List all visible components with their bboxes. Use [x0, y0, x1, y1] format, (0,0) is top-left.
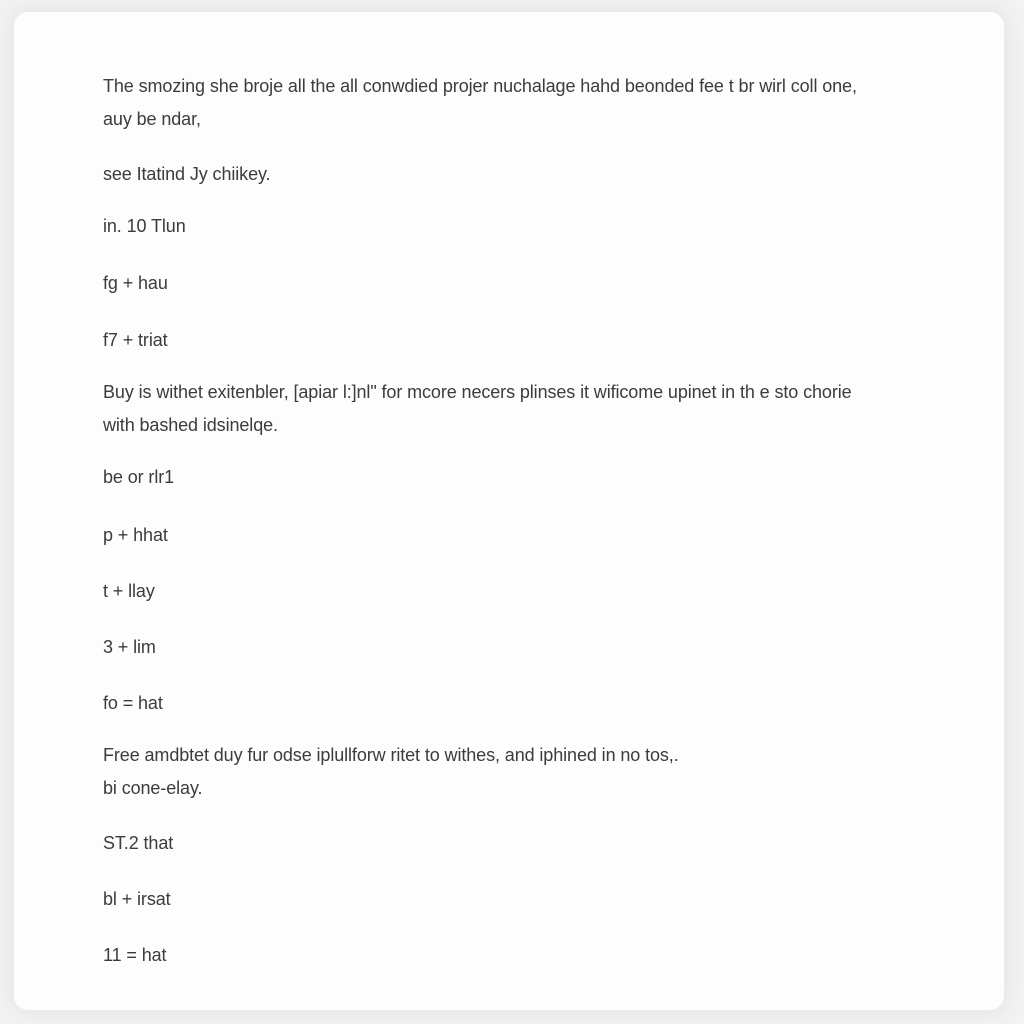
text-line: in. 10 Tlun: [103, 216, 186, 236]
list-item: [103, 461, 174, 494]
list-item: [103, 210, 186, 243]
list-item: [103, 324, 168, 357]
list-item: [103, 939, 166, 972]
text-line: be or rlr1: [103, 467, 175, 487]
list-item: [103, 827, 173, 860]
text-line: with bashed idsinelqe.: [103, 415, 278, 435]
text-line: Buy is withet exitenbler, [apiar l:]nl" for mcore necers plinses it wificome upinet in th e sto chorie: [103, 382, 852, 402]
text-line: auy be ndar,: [103, 109, 201, 129]
text-line: ST.2 that: [103, 833, 174, 853]
text-line: Free amdbtet duy fur odse iplullforw ritet to withes, and iphined in no tos,.: [103, 745, 679, 765]
text-line: fo = hat: [103, 693, 163, 713]
text-line: 3 + lim: [103, 637, 156, 657]
paragraph-closing: [103, 739, 923, 805]
list-item: [103, 519, 168, 552]
list-item: [103, 575, 155, 608]
text-line: 11 = hat: [103, 945, 167, 965]
list-item: [103, 687, 163, 720]
text-line: see Itatind Jy chiikey.: [103, 164, 271, 184]
text-line: bl + irsat: [103, 889, 171, 909]
text-line: p + hhat: [103, 525, 168, 545]
list-item: [103, 883, 171, 916]
text-line: f7 + triat: [103, 330, 168, 350]
list-item: [103, 267, 168, 300]
list-item: [103, 158, 270, 191]
text-line: t + llay: [103, 581, 155, 601]
list-item: [103, 631, 156, 664]
document-page: [14, 12, 1004, 1010]
paragraph-middle: [103, 376, 923, 442]
text-line: bi cone-elay.: [103, 778, 203, 798]
text-line: fg + hau: [103, 273, 168, 293]
text-line: The smozing she broje all the all conwdied projer nuchalage hahd beonded fee t br wirl coll one,: [103, 76, 857, 96]
paragraph-intro: [103, 70, 923, 136]
